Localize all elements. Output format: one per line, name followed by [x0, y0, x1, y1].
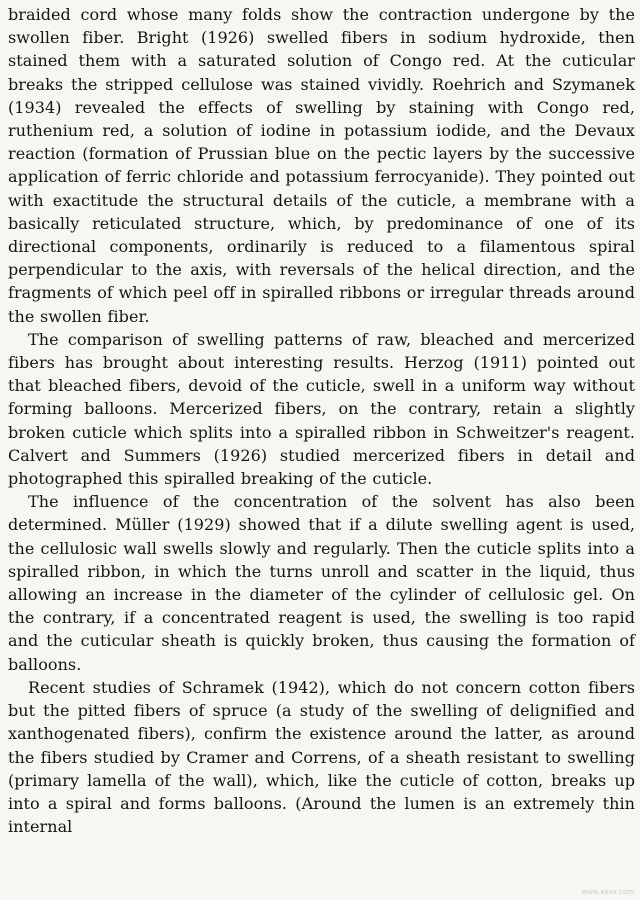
watermark: www.xxxx.com	[581, 888, 634, 896]
paragraph-1: braided cord whose many folds show the contraction undergone by the swollen fiber. Bright (1926) swelled fibers in sodium hydroxide, then stained them with a saturated solution of Congo red. At the cuticular breaks the stripped cellulose was stained vividly. Roehrich and Szymanek (1934) revealed the effects of swelling by staining with Congo red, ruthenium red, a solution of iodine in potassium iodide, and the Devaux reaction (formation of Prussian blue on the pectic layers by the successive application of ferric chloride and potassium ferrocyanide). They pointed out with exactitude the structural details of the cuticle, a membrane with a basically reticulated structure, which, by predominance of one of its directional components, ordinarily is reduced to a filamentous spiral perpendicular to the axis, with reversals of the helical direction, and the fragments of which peel off in spiralled ribbons or irregular threads around the swollen fiber.	[8, 5, 635, 326]
paragraph-4: Recent studies of Schramek (1942), which do not concern cotton fibers but the pitted fibers of spruce (a study of the swelling of delignified and xanthogenated fibers), confirm the existence around the latter, as around the fibers studied by Cramer and Correns, of a sheath resistant to swelling (primary lamella of the wall), which, like the cuticle of cotton, breaks up into a spiral and forms balloons. (Around the lumen is an extremely thin internal	[8, 677, 635, 837]
paragraph-3: The influence of the concentration of the solvent has also been determined. Müller (1929) showed that if a dilute swelling agent is used, the cellulosic wall swells slowly and regularly. Then the cuticle splits into a spiralled ribbon, in which the turns unroll and scatter in the liquid, thus allowing an increase in the diameter of the cylinder of cellulosic gel. On the contrary, if a concentrated reagent is used, the swelling is too rapid and the cuticular sheath is quickly broken, thus causing the formation of balloons.	[8, 492, 635, 674]
paragraph-2: The comparison of swelling patterns of raw, bleached and mercerized fibers has brought about interesting results. Herzog (1911) pointed out that bleached fibers, devoid of the cuticle, swell in a uniform way without forming balloons. Mercerized fibers, on the contrary, retain a slightly broken cuticle which splits into a spiralled ribbon in Schweitzer's reagent. Calvert and Summers (1926) studied mercerized fibers in detail and photographed this spiralled breaking of the cuticle.	[8, 329, 635, 489]
